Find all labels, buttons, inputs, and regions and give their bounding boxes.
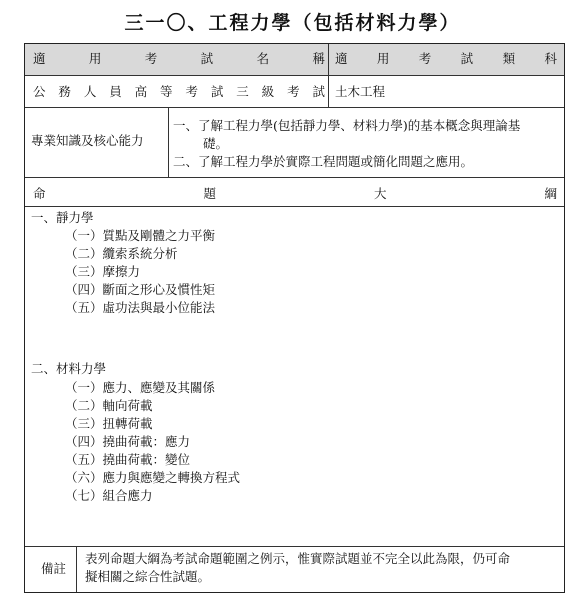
exam-category-header: 適 用 考 試 類 科 (335, 51, 557, 66)
remarks-label: 備註 (41, 561, 67, 576)
remarks-line-2: 擬相關之綜合性試題。 (85, 569, 211, 584)
list-item: （一）應力、應變及其關係 (65, 380, 216, 395)
list-item: （五）撓曲荷載：變位 (65, 452, 191, 467)
divider (25, 75, 564, 76)
list-item: （二）纜索系統分析 (65, 246, 178, 261)
list-item: （三）摩擦力 (65, 264, 141, 279)
competency-line-1: 一、了解工程力學(包括靜力學、材料力學)的基本概念與理論基 (173, 118, 521, 133)
list-item: （三）扭轉荷載 (65, 416, 153, 431)
outline-header: 命 題 大 綱 (33, 186, 557, 201)
list-item: （四）撓曲荷載：應力 (65, 434, 191, 449)
list-item: （六）應力與應變之轉換方程式 (65, 470, 241, 485)
section-materials-title: 二、材料力學 (31, 361, 107, 376)
page-title: 三一〇、工程力學（包括材料力學） (124, 12, 461, 34)
competency-line-1-cont: 礎。 (203, 136, 229, 151)
list-item: （一）質點及剛體之力平衡 (65, 228, 216, 243)
divider (25, 177, 564, 178)
exam-category: 土木工程 (335, 84, 386, 99)
section-statics-title: 一、靜力學 (31, 210, 94, 225)
competency-label: 專業知識及核心能力 (31, 133, 144, 148)
exam-name: 公 務 人 員 高 等 考 試 三 級 考 試 (33, 84, 325, 99)
list-item: （五）虛功法與最小位能法 (65, 300, 216, 315)
list-item: （二）軸向荷載 (65, 398, 153, 413)
competency-line-2: 二、了解工程力學於實際工程問題或簡化問題之應用。 (173, 154, 474, 169)
list-item: （七）組合應力 (65, 488, 153, 503)
divider (25, 107, 564, 108)
divider (76, 546, 77, 592)
syllabus-table (24, 43, 565, 593)
exam-name-header: 適 用 考 試 名 稱 (33, 51, 325, 66)
divider (25, 206, 564, 207)
list-item: （四）斷面之形心及慣性矩 (65, 282, 216, 297)
remarks-line-1: 表列命題大綱為考試命題範圍之例示，惟實際試題並不完全以此為限，仍可命 (85, 551, 511, 566)
divider (328, 44, 329, 107)
divider (25, 546, 564, 547)
divider (168, 107, 169, 177)
